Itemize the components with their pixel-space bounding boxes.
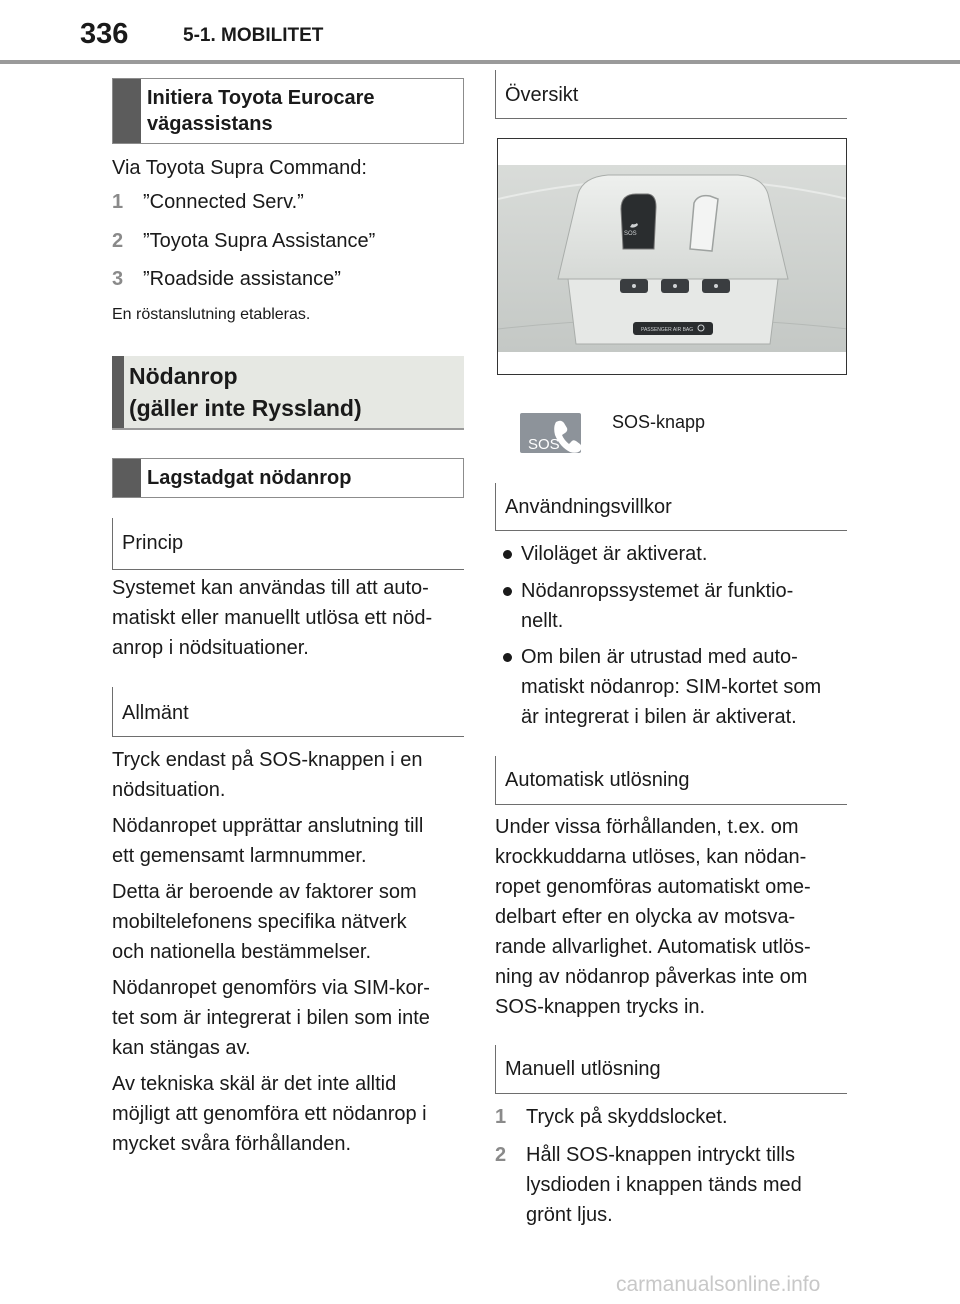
principle-heading: Princip [112, 518, 464, 570]
conditions-heading: Användningsvillkor [495, 483, 847, 531]
sos-button-icon [520, 413, 581, 453]
watermark: carmanualsonline.info [616, 1273, 821, 1296]
general-paragraph-1: Tryck endast på SOS-knappen i en nödsituation. [112, 749, 423, 801]
page-number: 336 [80, 18, 129, 50]
via-command-text: Via Toyota Supra Command: [112, 157, 367, 179]
manual-step-2: 2 Håll SOS-knappen intryckt tills lysdioden i knappen tänds med grönt ljus. [495, 1144, 802, 1226]
automatic-trigger-heading: Automatisk utlösning [495, 756, 847, 805]
header-divider [0, 60, 960, 64]
manual-step-1: 1 Tryck på skyddslocket. [495, 1106, 728, 1128]
sos-phone-icon [520, 413, 581, 453]
bullet-dot [503, 653, 512, 662]
overhead-console-illustration [498, 139, 847, 375]
legal-emergency-heading: Lagstadgat nödanrop [112, 458, 464, 498]
voice-connection-note: En röstanslutning etableras. [112, 306, 311, 323]
overview-heading: Översikt [495, 70, 847, 119]
bullet-dot [503, 587, 512, 596]
automatic-trigger-text: Under vissa förhållanden, t.ex. om krockkuddarna utlöses, kan nödan- ropet genomföras automatiskt ome- delbart efter en olycka av motsva- rande allvarlighet. Automatisk utlös- ning av nödanrop påverkas inte om SOS-knappen trycks in. [495, 816, 811, 1018]
principle-text: Systemet kan användas till att auto- matiskt eller manuellt utlösa ett nöd- anrop i nödsituationer. [112, 577, 433, 659]
general-paragraph-2: Nödanropet upprättar anslutning till ett gemensamt larmnummer. [112, 815, 424, 867]
heading-bar [113, 79, 141, 143]
general-paragraph-4: Nödanropet genomförs via SIM-kor- tet som är integrerat i bilen som inte kan stängas av. [112, 977, 430, 1059]
eurocare-heading: Initiera Toyota Eurocare vägassistans [112, 78, 464, 144]
section-title: 5-1. MOBILITET [183, 25, 324, 46]
heading-bar [113, 459, 141, 497]
general-paragraph-3: Detta är beroende av faktorer som mobiltelefonens specifika nätverk och nationella bestämmelser. [112, 881, 417, 963]
overhead-console-figure [497, 138, 847, 375]
sos-icon-text: SOS [528, 436, 560, 453]
general-heading: Allmänt [112, 687, 464, 737]
heading-bar [112, 356, 124, 428]
figure-sos-label: SOS [624, 231, 637, 237]
figure-console-label: PASSENGER AIR BAG [641, 327, 694, 333]
general-paragraph-5: Av tekniska skäl är det inte alltid möjligt att genomföra ett nödanrop i mycket svåra förhållanden. [112, 1073, 427, 1155]
emergency-call-heading: Nödanrop (gäller inte Ryssland) [112, 356, 464, 430]
bullet-dot [503, 550, 512, 559]
manual-trigger-heading: Manuell utlösning [495, 1045, 847, 1094]
sos-caption: SOS-knapp [612, 412, 706, 432]
page-header [0, 0, 960, 64]
